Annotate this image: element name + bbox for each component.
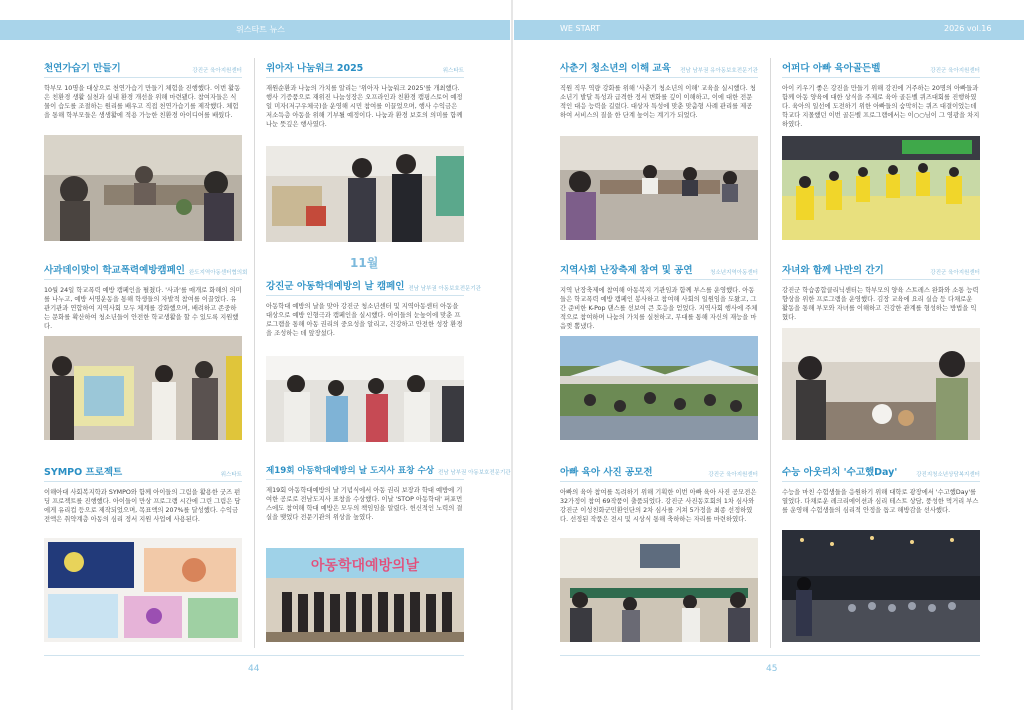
article-title: 천연가습기 만들기 <box>44 63 121 74</box>
article-suneung <box>782 464 980 515</box>
article-source: 전남 남부권 유아동보호전문기관 <box>680 68 758 74</box>
month-label: 11월 <box>350 256 379 270</box>
article-source: 강진군 육아지원센터 <box>192 68 242 74</box>
header-bar-right <box>514 20 1024 40</box>
photo-sympo <box>44 538 242 642</box>
article-body: 학부모 10명을 대상으로 천연가습기 만들기 체험을 진행했다. 이번 활동은 친환경 생활 실천과 실내 환경 개선을 위해 마련됐다. 참여자들은 식물이 습도를 조절하는 원리를 배우고 직접 천연가습기를 제작했다. 체험을 통해 학부모들은 생생활에 적용 가능한 친환경 아이디어를 배웠다. <box>44 85 241 119</box>
article-body: 이해아대 사회복지학과 SYMPO와 함께 아이들의 그림을 활용한 굿즈 펀딩 프로젝트를 진행했다. 아이들이 만상 프로그램 시간에 그린 그림은 담에게 유리컵 등으로 제작되었으며, 목표액의 207%를 달성했다. 수익금 전액은 취약계층 아동의 심리 정서 지원 사업에 사용된다. <box>44 489 241 523</box>
article-body: 아이 키우기 좋은 강진을 만들기 위해 강진에 거주하는 20명의 아빠들과 함께 아동 양육에 대한 상식을 주제로 육아 골든벨 퀴즈대회를 진행하였다. 육아의 일선에 도전하기 위한 아빠들의 숨막히는 퀴즈 대결이었는데 학교다 지몰했던 이번 골든벨 프로그램에서는 이○○님이 그 영광을 차지하였다. <box>782 85 980 128</box>
article-title: 제19회 아동학대예방의 날 도지사 표창 수상 <box>266 466 435 476</box>
article-body: 재원순환과 나눔의 가치를 알리는 '위아자 나눔워크 2025'를 개최했다. 행사 기증품으로 재위진 나눔성장은 오프라인과 친환경 캠핑스토어 예정일 미자(저구우체국)을 운영해 시민 참여를 이끌었으며, 행사 수익금은 저소득층 아동을 위해 기부될 예정이다. 나눔과 환경 보호의 의미를 함께 나눈 뜻깊은 행사였다. <box>266 85 463 128</box>
article-photo-contest <box>560 464 758 524</box>
article-title: 사춘기 청소년의 이해 교육 <box>560 63 671 74</box>
article-title: 아빠 육아 사진 공모전 <box>560 467 653 478</box>
article-source: 전남 남부권 아동보호전문기관 <box>408 286 481 292</box>
article-source: 강진군 육아지원센터 <box>930 270 980 276</box>
header-left-title: 위스타트 뉴스 <box>236 25 285 34</box>
photo-award <box>266 548 464 642</box>
bottom-line-left <box>44 655 464 656</box>
article-title: 수능 아웃리치 '수고했Day' <box>782 467 898 478</box>
article-source: 전남 남부권 아동보호전문기관 <box>438 470 511 476</box>
photo-parent-child <box>782 328 980 440</box>
article-body: 아빠의 육아 참여를 독려하기 위해 기획한 이번 아빠 육아 사진 공모전은 32가정이 참여 69작품이 출품되었다. 강진군 사진동호회의 1차 심사와 강진군 이성친화군민환인단의 2차 심사를 거쳐 5가정을 최종 선정하였다. 선정된 작품은 전시 및 시상식 통해 축하하는 자리를 마련하였다. <box>560 489 757 523</box>
photo-golden-bell <box>782 136 980 240</box>
article-source: 위스타트 <box>442 68 464 74</box>
photo-nanum-walk <box>266 146 464 242</box>
article-source: 강진군 육아지원센터 <box>930 68 980 74</box>
article-body: 아동학대 예방의 날을 맞아 강진군 청소년센터 및 지역아동센터 아동을 대상으로 예방 인형극과 캠페인을 실시했다. 아이들의 눈높이에 맞춘 프로그램을 통해 아동 권리의 중요성을 알리고, 건강하고 안전한 성장 환경을 조성하는 데 앞장섰다. <box>266 303 463 337</box>
article-source: 강진군 육아지원센터 <box>708 472 758 478</box>
article-body: 강진군 학습종합클리닉센터는 학부모의 양육 스트레스 완화와 소통 능력 향상을 위한 프로그램을 운영했다. 김장 교육에 요리 실습 등 다채로운 활동을 통해 부모와 자녀를 이해하고 건강한 관계를 형성하는 방법을 익혔다. <box>782 287 979 321</box>
article-source: 완도지역아동센터협의회 <box>188 270 248 276</box>
photo-abuse-campaign <box>266 356 464 442</box>
photo-photo-contest <box>560 538 758 642</box>
article-body: 제19회 아동학대예방의 날 기념식에서 아동 권리 보장과 학대 예방에 기여한 공로로 전남도지사 표창을 수상했다. 이날 'STOP 아동학대' 퍼포먼스에도 참여해 학대 예방은 모두의 책임임을 알렸다. 헌신적인 노력의 결실을 맺었다 전문기관의 위상을 높였다. <box>266 487 463 521</box>
article-title: 사과데이맞이 학교폭력예방캠페인 <box>44 265 185 276</box>
article-golden-bell <box>782 60 980 128</box>
article-title: 강진군 아동학대예방의 날 캠페인 <box>266 281 405 292</box>
column-separator <box>770 58 771 648</box>
article-body: 직원 직무 역량 강화를 위해 '사춘기 청소년의 이해' 교육을 실시했다. 청소년기 발달 특성과 급격한 정서 변화를 깊이 이해하고, 이에 대한 전문적인 대응 능력을 길렀다. 대상자 특성에 맞춘 맞춤형 사례 관리를 제공하여 서비스의 질을 한 단계 높이는 계기가 되었다. <box>560 85 756 119</box>
article-award <box>266 464 511 522</box>
article-title: 어퍼다 아빠 육아골든벨 <box>782 63 881 74</box>
photo-humidifier <box>44 135 242 241</box>
article-apple-day <box>44 262 248 330</box>
article-nanum-walk <box>266 60 464 128</box>
article-festival <box>560 262 758 330</box>
article-title: 지역사회 난장축제 참여 및 공연 <box>560 265 693 276</box>
photo-suneung <box>782 530 980 642</box>
banner-text: 아동학대예방의날 <box>310 558 420 574</box>
article-abuse-campaign <box>266 278 481 338</box>
page-divider <box>511 0 513 710</box>
column-separator <box>254 58 255 648</box>
article-title: 자녀와 함께 나만의 간기 <box>782 265 884 276</box>
article-body: 10월 24일 학교폭력 예방 캠페인을 펼쳤다. '사과'를 매개로 화해의 의미를 나누고, 예방 서명운동을 통해 학생들의 자발적 참여를 이끌었다. 유관기관과 연합하여 지역사회 모두 체계를 강화했으며, 배려하고 존중하는 문화를 확산하여 청소년들이 안전한 학교생활을 할 수 있도록 지원했다. <box>44 287 242 330</box>
bottom-line-right <box>560 655 980 656</box>
article-body: 수능을 마친 수험생들을 응원하기 위해 대학로 광장에서 '수고했Day'를 열었다. 다채로운 레크리에이션과 심리 테스트 상담, 풍성한 먹거리 부스를 운영해 수험생들의 심리적 안정을 돕고 해방감을 선사했다. <box>782 489 979 514</box>
article-source: 강진지청소년상담복지센터 <box>916 472 980 478</box>
photo-festival <box>560 336 758 440</box>
article-title: 위아자 나눔워크 2025 <box>266 63 364 74</box>
article-humidifier <box>44 60 242 120</box>
header-issue: 2026 vol.16 <box>944 24 992 33</box>
article-parent-child <box>782 262 980 322</box>
article-sympo <box>44 464 242 524</box>
photo-adolescent-education <box>560 136 758 240</box>
header-right-title: WE START <box>560 24 601 33</box>
article-source: 청소년지역아동센터 <box>710 270 758 276</box>
article-body: 지역 난장축제에 참여해 아동복지 기관임과 함께 부스를 운영했다. 아동들은 학교폭력 예방 캠페인 봉사하고 참여해 사회의 일원임을 도왔고, 그간 준비한 K-Pop 댄스를 선보여 큰 호응을 얻었다. 지역사회 행사에 주체적으로 참여하며 나눔의 가치를 실천하고, 무대를 통해 자신의 재능을 마음껏 뽐냈다. <box>560 287 758 330</box>
article-title: SYMPO 프로젝트 <box>44 467 123 478</box>
article-adolescent-education <box>560 60 758 120</box>
header-bar-left <box>0 20 510 40</box>
page-number-left: 44 <box>248 664 260 674</box>
photo-apple-day <box>44 336 242 440</box>
page-number-right: 45 <box>766 664 778 674</box>
article-source: 위스타트 <box>220 472 242 478</box>
